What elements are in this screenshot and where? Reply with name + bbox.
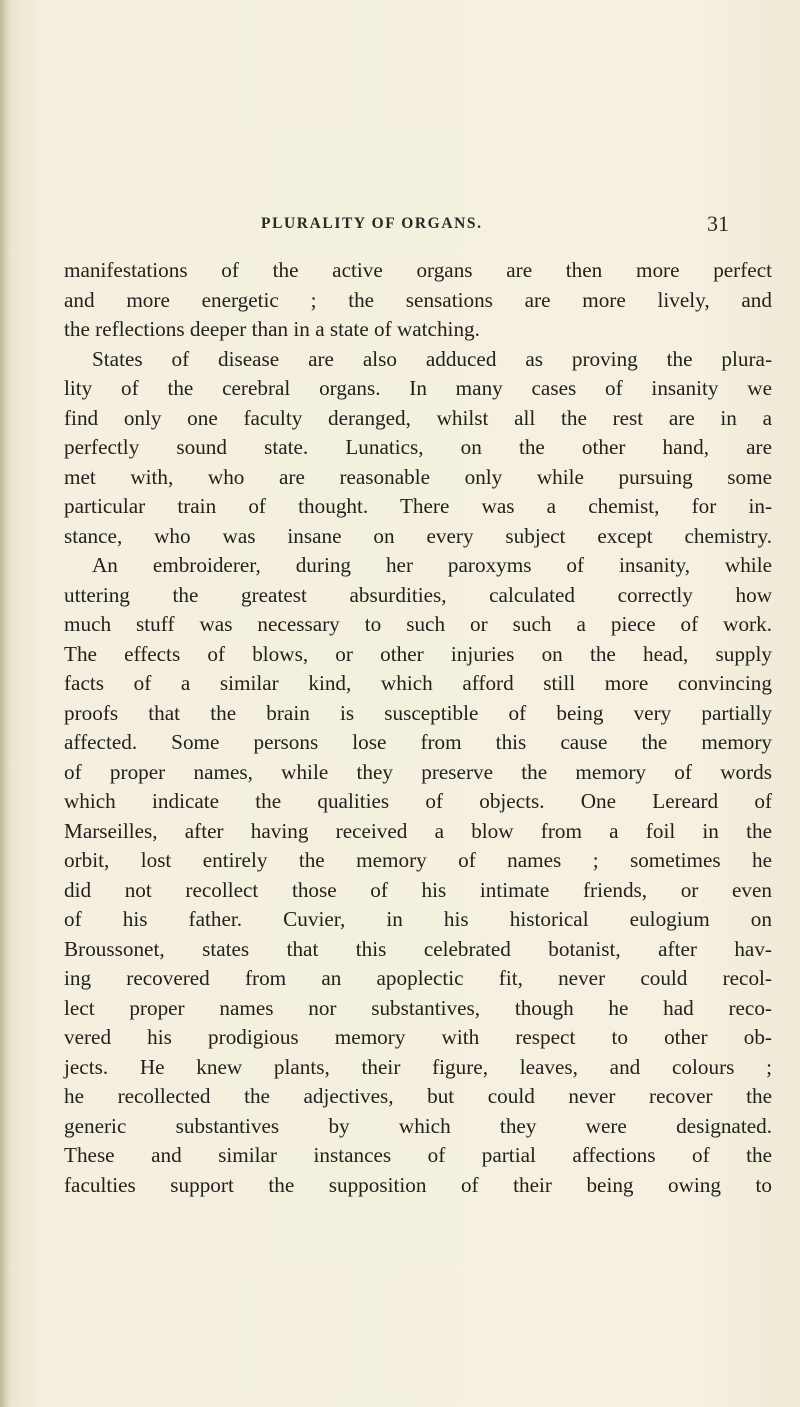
text-line: lity of the cerebral organs. In many cases of insanity we [64, 376, 772, 400]
text-line: States of disease are also adduced as proving the plura- [92, 346, 772, 371]
text-line: uttering the greatest absurdities, calculated correctly how [64, 582, 772, 607]
text-line: generic substantives by which they were designated. [64, 1113, 772, 1138]
text-line: Broussonet, states that this celebrated botanist, after hav- [64, 936, 772, 961]
text-line: Marseilles, after having received a blow from a foil in the [64, 818, 772, 843]
text-line: and more energetic ; the sensations are more lively, and [64, 287, 772, 312]
text-line: he recollected the adjectives, but could never recover the [64, 1084, 772, 1108]
text-line: the reflections deeper than in a state of watching. [64, 317, 480, 341]
text-line: perfectly sound state. Lunatics, on the other hand, are [64, 435, 772, 459]
text-line: orbit, lost entirely the memory of names ; sometimes he [64, 848, 772, 872]
text-line: manifestations of the active organs are then more perfect [64, 258, 772, 282]
text-line: These and similar instances of partial affections of the [64, 1143, 772, 1167]
page-gutter-shadow [0, 0, 10, 1407]
text-line: facts of a similar kind, which afford still more convincing [64, 671, 772, 695]
text-line: find only one faculty deranged, whilst all the rest are in a [64, 405, 772, 430]
text-line: jects. He knew plants, their figure, leaves, and colours ; [64, 1054, 772, 1079]
running-head [64, 211, 764, 241]
running-title: PLURALITY OF ORGANS. [261, 215, 483, 232]
text-line: stance, who was insane on every subject except chemistry. [64, 523, 772, 548]
text-line: affected. Some persons lose from this cause the memory [64, 730, 772, 754]
text-line: of proper names, while they preserve the memory of words [64, 759, 772, 784]
text-line: proofs that the brain is susceptible of being very partially [64, 700, 772, 725]
text-line: vered his prodigious memory with respect to other ob- [64, 1025, 772, 1049]
text-line: particular train of thought. There was a chemist, for in- [64, 494, 772, 518]
text-line: which indicate the qualities of objects. One Lereard of [64, 789, 772, 813]
text-line: did not recollect those of his intimate friends, or even [64, 877, 772, 902]
text-line: The effects of blows, or other injuries on the head, supply [64, 641, 772, 666]
body-text [64, 256, 772, 1200]
text-line: An embroiderer, during her paroxyms of insanity, while [92, 553, 772, 577]
text-line: of his father. Cuvier, in his historical eulogium on [64, 907, 772, 931]
text-line: met with, who are reasonable only while pursuing some [64, 464, 772, 489]
text-line: lect proper names nor substantives, though he had reco- [64, 995, 772, 1020]
text-line: much stuff was necessary to such or such a piece of work. [64, 612, 772, 636]
text-line: faculties support the supposition of their being owing to [64, 1172, 772, 1197]
page-number: 31 [707, 211, 729, 236]
text-line: ing recovered from an apoplectic fit, never could recol- [64, 966, 772, 990]
